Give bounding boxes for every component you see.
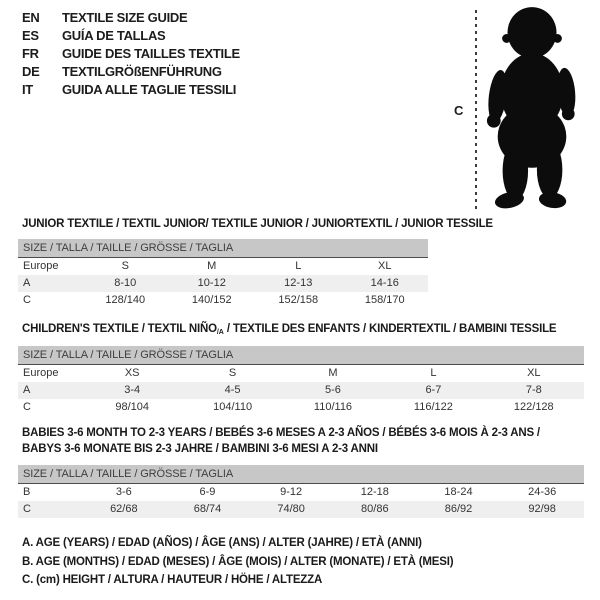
size-cell: 24-36 [528, 486, 557, 498]
size-cell: 116/122 [413, 401, 453, 413]
footnote-c: C. (cm) HEIGHT / ALTURA / HAUTEUR / HÖHE / ALTEZZA [22, 574, 323, 586]
children-section-title [22, 321, 556, 341]
size-cell: M [207, 260, 217, 272]
language-row-de [22, 63, 240, 81]
size-header-bar: SIZE / TALLA / TAILLE / GRÖSSE / TAGLIA [18, 239, 428, 258]
size-cell: 98/104 [115, 401, 150, 413]
table-row [18, 365, 584, 382]
language-title: GUIDA ALLE TAGLIE TESSILI [62, 82, 237, 97]
language-code: EN [22, 10, 40, 25]
size-cell: 68/74 [193, 503, 222, 515]
size-cell: 6-7 [425, 384, 442, 396]
language-row-es [22, 27, 240, 45]
size-cell: XS [124, 367, 140, 379]
size-cell: 9-12 [280, 486, 303, 498]
size-cell: 12-13 [284, 277, 313, 289]
size-cell: 92/98 [528, 503, 556, 515]
size-cell: 18-24 [444, 486, 473, 498]
language-title: GUIDE DES TAILLES TEXTILE [62, 46, 240, 61]
table-row [18, 399, 584, 416]
size-cell: 6-9 [199, 486, 216, 498]
table-row [18, 382, 584, 399]
size-header-bar: SIZE / TALLA / TAILLE / GRÖSSE / TAGLIA [18, 465, 584, 484]
table-row [18, 275, 428, 292]
size-header-bar: SIZE / TALLA / TAILLE / GRÖSSE / TAGLIA [18, 346, 584, 365]
babies-size-table [18, 465, 584, 518]
size-cell: XL [378, 260, 392, 272]
size-cell: 128/140 [105, 294, 146, 306]
language-code: IT [22, 82, 33, 97]
junior-size-table [18, 239, 428, 309]
size-cell: 3-6 [115, 486, 132, 498]
children-title-subscript: /A [216, 329, 224, 336]
language-code: FR [22, 46, 39, 61]
size-cell: S [121, 260, 129, 272]
table-row [18, 292, 428, 309]
size-cell: 4-5 [224, 384, 241, 396]
height-dashed-line [475, 10, 477, 210]
language-title: TEXTILGRÖßENFÜHRUNG [62, 64, 222, 79]
size-cell: 122/128 [513, 401, 554, 413]
table-row [18, 258, 428, 275]
size-cell: 86/92 [444, 503, 473, 515]
size-cell: 10-12 [197, 277, 226, 289]
children-title-suffix: / TEXTILE DES ENFANTS / KINDERTEXTIL / BAMBINI TESSILE [223, 323, 557, 335]
row-label: C [23, 294, 31, 306]
size-cell: 74/80 [277, 503, 305, 515]
row-label: Europe [23, 260, 59, 272]
size-cell: 110/116 [313, 401, 353, 413]
baby-silhouette-icon [483, 5, 581, 213]
footnote-b: B. AGE (MONTHS) / EDAD (MESES) / ÂGE (MOIS) / ALTER (MONATE) / ETÀ (MESI) [22, 555, 454, 568]
size-cell: 158/170 [364, 294, 405, 306]
size-cell: M [328, 367, 338, 379]
row-label: C [23, 401, 31, 413]
size-cell: S [228, 367, 237, 379]
row-label: A [23, 384, 31, 396]
size-cell: 8-10 [114, 277, 137, 289]
children-size-table [18, 346, 584, 416]
babies-section-title [22, 425, 540, 457]
size-cell: 12-18 [360, 486, 389, 498]
size-cell: 7-8 [525, 384, 542, 396]
size-cell: 14-16 [370, 277, 399, 289]
size-cell: L [295, 260, 302, 272]
language-row-it [22, 81, 240, 99]
junior-section-title: JUNIOR TEXTILE / TEXTIL JUNIOR/ TEXTILE JUNIOR / JUNIORTEXTIL / JUNIOR TESSILE [22, 218, 493, 230]
row-label: C [23, 503, 31, 515]
language-row-en [22, 9, 240, 27]
table-row [18, 484, 584, 501]
row-label: B [23, 486, 31, 498]
size-cell: 3-4 [124, 384, 141, 396]
children-title-prefix: CHILDREN'S TEXTILE / TEXTIL NIÑO [22, 323, 217, 335]
footnote-a: A. AGE (YEARS) / EDAD (AÑOS) / ÂGE (ANS) / ALTER (JAHRE) / ETÀ (ANNI) [22, 537, 422, 549]
babies-title-line2: BABYS 3-6 MONATE BIS 2-3 JAHRE / BAMBINI 3-6 MESI A 2-3 ANNI [22, 443, 378, 455]
height-c-label: C [454, 103, 464, 118]
language-title: GUÍA DE TALLAS [62, 28, 166, 43]
table-row [18, 501, 584, 518]
size-cell: 152/158 [278, 294, 319, 306]
size-cell: 5-6 [325, 384, 341, 396]
row-label: A [23, 277, 31, 289]
language-title: TEXTILE SIZE GUIDE [62, 10, 188, 25]
size-cell: 62/68 [110, 503, 138, 515]
language-row-fr [22, 45, 240, 63]
size-cell: 104/110 [213, 401, 253, 413]
size-cell: 140/152 [191, 294, 232, 306]
babies-title-line1: BABIES 3-6 MONTH TO 2-3 YEARS / BEBÉS 3-6 MESES A 2-3 AÑOS / BÉBÉS 3-6 MOIS À 2-3 ANS / [22, 427, 540, 439]
size-cell: XL [527, 367, 541, 379]
size-cell: 80/86 [361, 503, 389, 515]
language-list [22, 9, 240, 99]
language-code: ES [22, 28, 39, 43]
row-label: Europe [23, 367, 59, 379]
size-cell: L [430, 367, 437, 379]
language-code: DE [22, 64, 40, 79]
footnotes [22, 534, 453, 590]
